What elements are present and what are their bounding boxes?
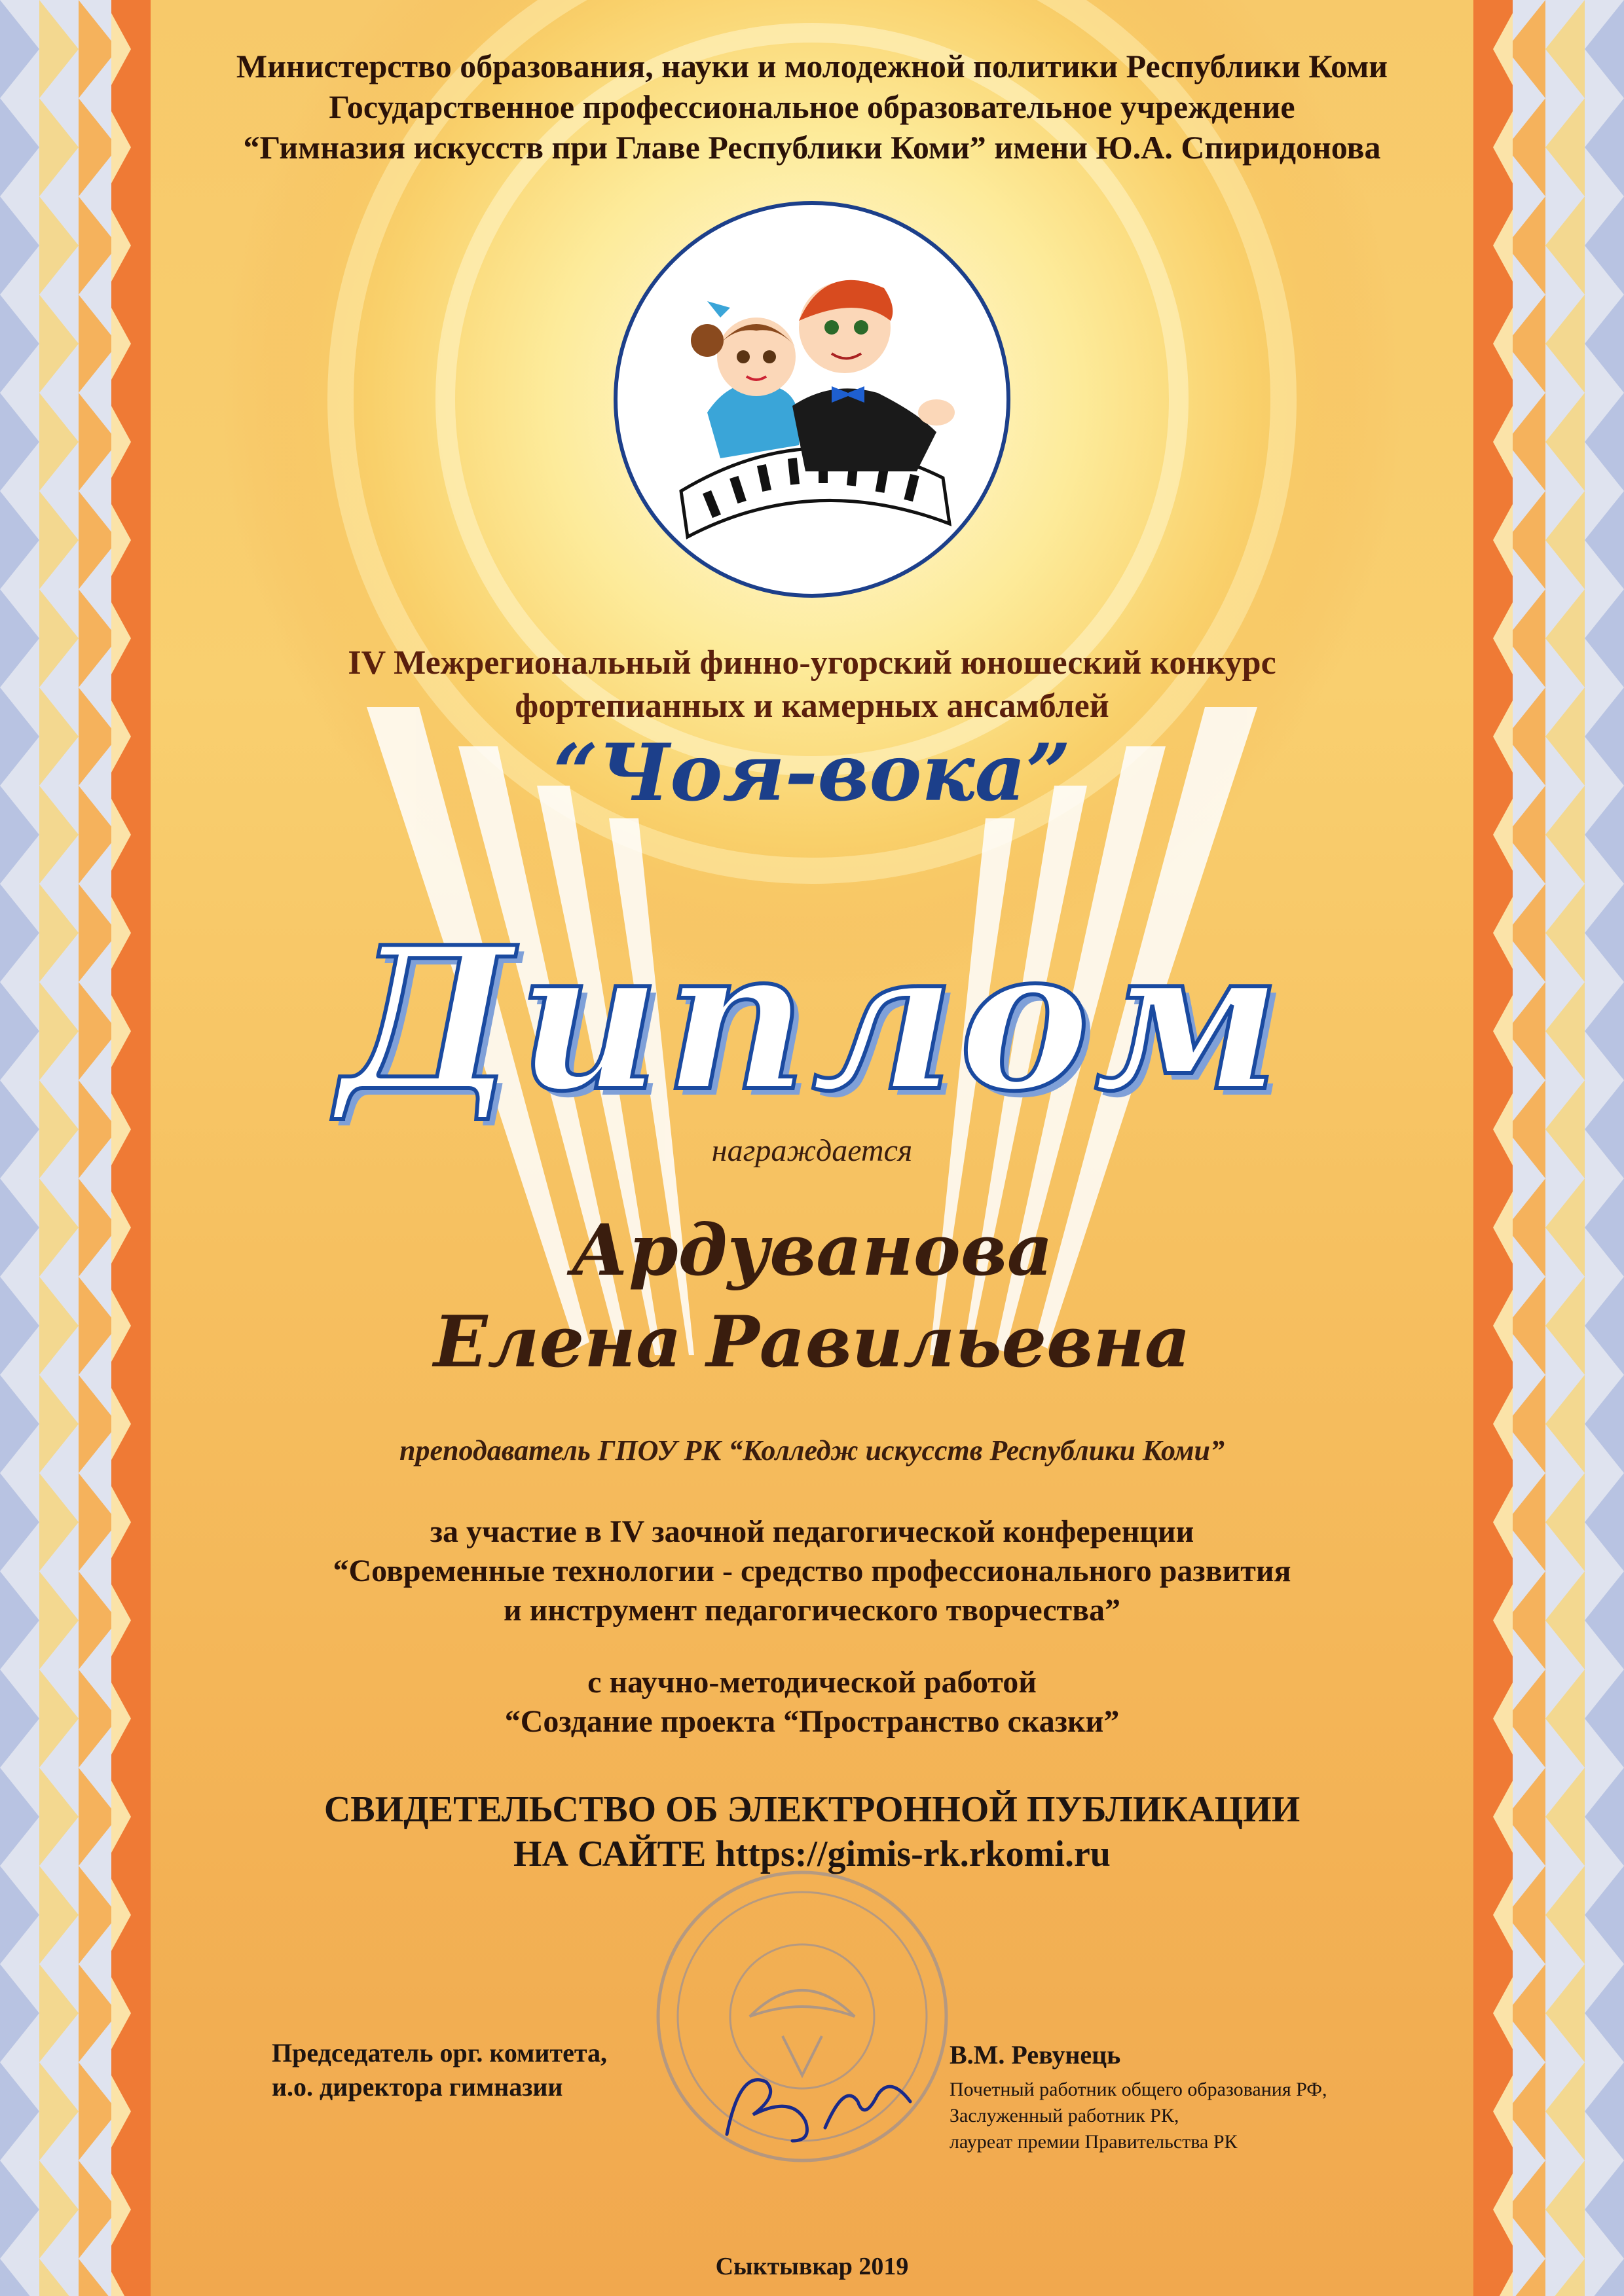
signatory-title3: лауреат премии Правительства РК <box>950 2131 1238 2153</box>
signatory-role-block <box>272 2036 607 2104</box>
institution-name-line: “Гимназия искусств при Главе Республики Коми” имени Ю.А. Спиридонова <box>243 129 1381 166</box>
work-line1: с научно-методической работой <box>587 1665 1037 1700</box>
awarded-block <box>0 1133 1624 1169</box>
institution-type-line: Государственное профессиональное образовательное учреждение <box>329 88 1295 125</box>
recipient-surname: Ардуванова <box>571 1209 1053 1292</box>
contest-title-line2: фортепианных и камерных ансамблей <box>515 687 1109 725</box>
recipient-block <box>0 1205 1624 1388</box>
certificate-block <box>0 1787 1624 1876</box>
participation-line2: “Современные технологии - средство профессионального развития <box>333 1554 1291 1588</box>
contest-title-line1: IV Межрегиональный финно-угорский юношеский конкурс <box>348 644 1276 682</box>
participation-line3: и инструмент педагогического творчества” <box>503 1593 1121 1628</box>
participation-line1: за участие в IV заочной педагогической конференции <box>430 1514 1194 1549</box>
work-title: “Создание проекта “Пространство сказки” <box>504 1704 1120 1739</box>
certificate-line2: НА САЙТЕ https://gimis-rk.rkomi.ru <box>513 1834 1111 1874</box>
contest-block <box>0 642 1624 728</box>
work-block <box>0 1663 1624 1741</box>
recipient-given-names: Елена Равильевна <box>434 1301 1190 1383</box>
signatory-title2: Заслуженный работник РК, <box>950 2105 1179 2126</box>
signatory-role-line2: и.о. директора гимназии <box>272 2072 563 2102</box>
recipient-position: преподаватель ГПОУ РК “Колледж искусств Республики Коми” <box>399 1434 1225 1467</box>
contest-logo <box>609 196 1015 602</box>
diploma-title: Диплом <box>339 903 1285 1135</box>
contest-name-block <box>0 727 1624 819</box>
signatory-titles <box>950 2077 1327 2155</box>
header-block <box>0 46 1624 168</box>
signatory-title1: Почетный работник общего образования РФ, <box>950 2079 1327 2100</box>
handwritten-signature <box>714 2056 930 2154</box>
certificate-line1: СВИДЕТЕЛЬСТВО ОБ ЭЛЕКТРОННОЙ ПУБЛИКАЦИИ <box>323 1789 1301 1830</box>
awarded-label: награждается <box>711 1133 913 1168</box>
contest-name: “Чоя-вока” <box>553 727 1071 819</box>
diploma-heading-block <box>0 903 1624 1135</box>
signatory-name: В.М. Ревунець <box>950 2040 1121 2069</box>
signatory-role-line1: Председатель орг. комитета, <box>272 2038 607 2068</box>
place-and-year: Сыктывкар 2019 <box>715 2253 909 2280</box>
ministry-line: Министерство образования, науки и молодежной политики Республики Коми <box>236 48 1388 84</box>
position-block <box>0 1434 1624 1467</box>
participation-block <box>0 1512 1624 1630</box>
